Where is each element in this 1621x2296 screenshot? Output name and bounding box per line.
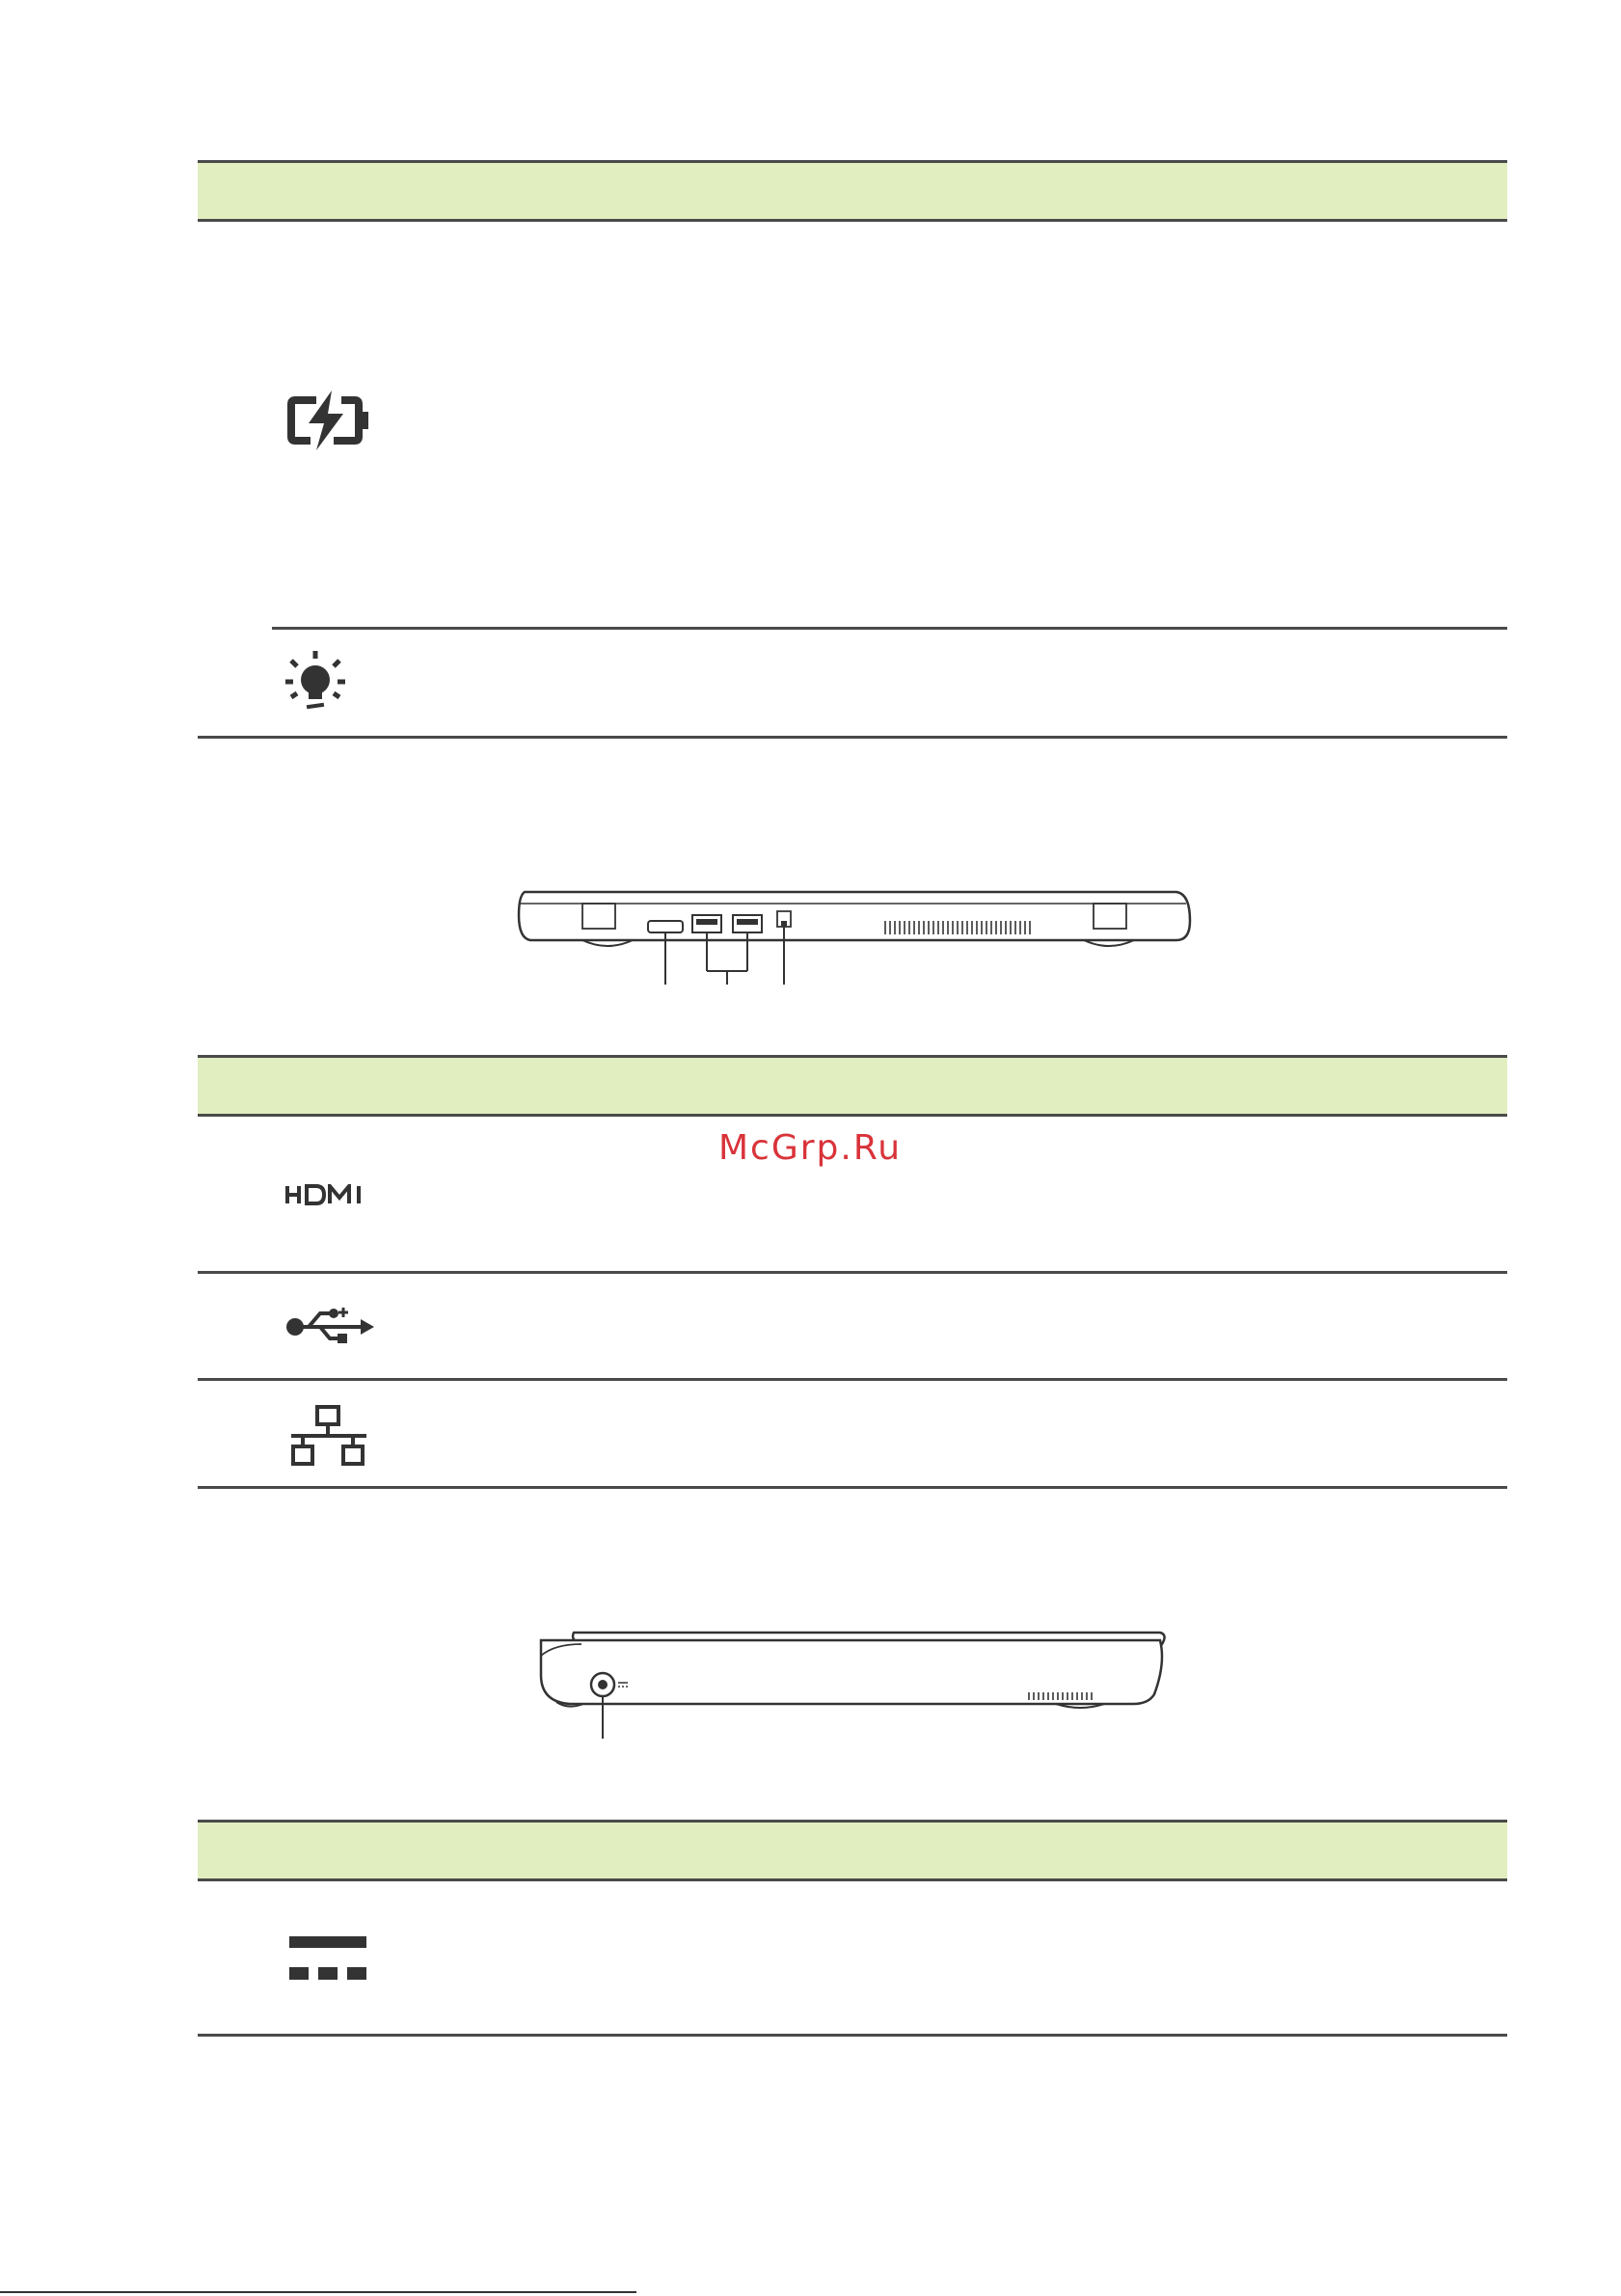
dc-in-icon (287, 1934, 368, 1983)
hdmi-icon (285, 1184, 372, 1205)
table-bottom-rule (198, 2034, 1507, 2037)
table-header-row (198, 163, 1507, 219)
laptop-right-side-illustration (535, 1625, 1172, 1741)
ethernet-icon (289, 1404, 368, 1470)
table-header-row (198, 1058, 1507, 1114)
page-footer-rule (0, 2291, 636, 2293)
table-row-rule (272, 627, 1507, 630)
table-header-row (198, 1823, 1507, 1878)
table-header-rule (198, 1878, 1507, 1881)
table-bottom-rule (198, 1486, 1507, 1489)
table-row-rule (198, 1378, 1507, 1381)
power-light-icon (282, 651, 349, 718)
table-row-rule (198, 1271, 1507, 1274)
laptop-left-side-illustration (511, 882, 1196, 988)
watermark: McGrp.Ru (718, 1128, 903, 1168)
usb-icon (285, 1304, 374, 1350)
table-header-rule (198, 219, 1507, 222)
table-bottom-rule (198, 736, 1507, 739)
table-header-rule (198, 1114, 1507, 1117)
battery-charging-icon (287, 391, 370, 450)
